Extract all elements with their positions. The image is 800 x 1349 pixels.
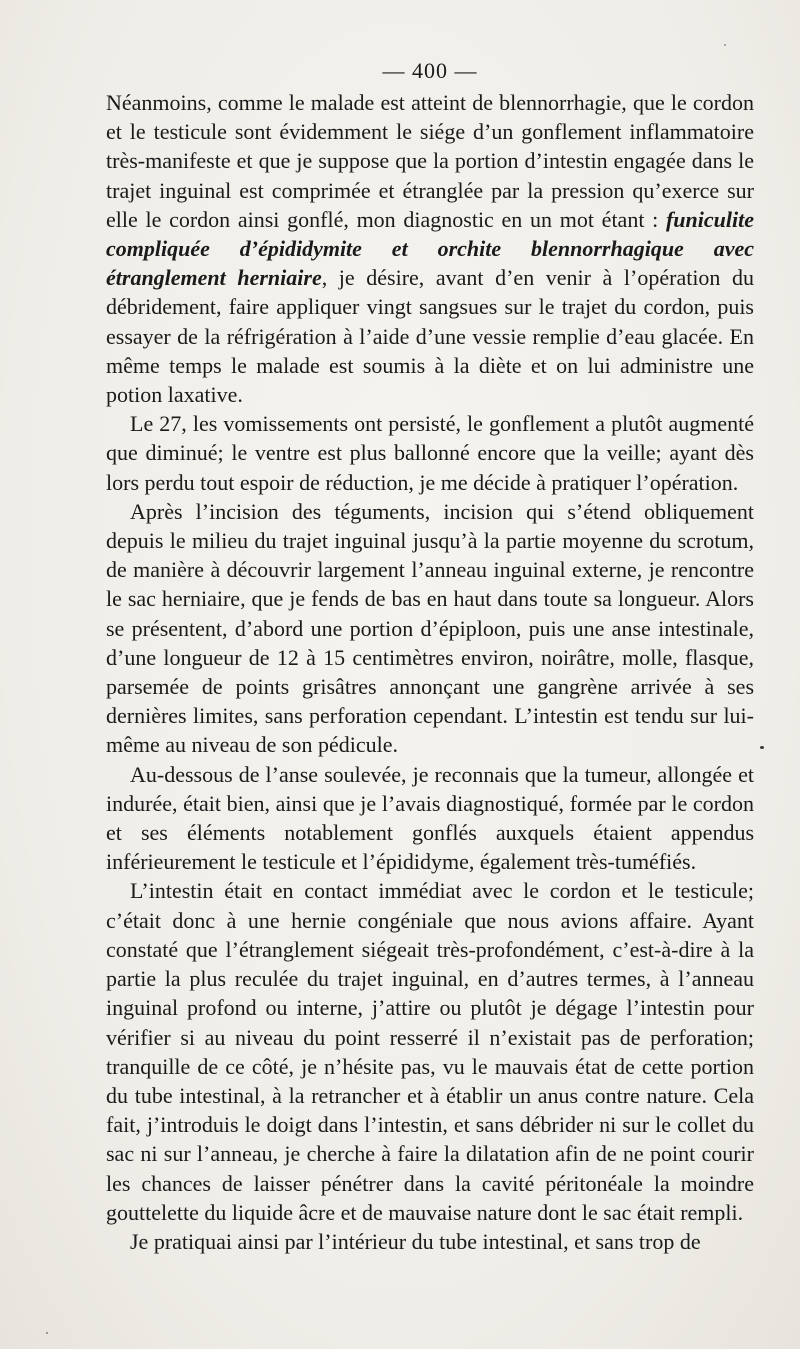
body-text [106, 88, 754, 1256]
diagnosis-emphasis: funiculite compliquée d’épididymite et orchite blennorrhagique avec étranglement herniaire [106, 206, 754, 291]
paragraph-1 [106, 88, 754, 409]
paragraph-6: Je pratiquai ainsi par l’intérieur du tube intestinal, et sans trop de [130, 1228, 701, 1254]
ink-speck [46, 1332, 48, 1334]
page-number: — 400 — [382, 58, 478, 83]
paragraph-1-part-b: , je désire, avant d’en venir à l’opération du débridement, faire appliquer vingt sangsues sur le trajet du cordon, puis essayer de la réfrigération à l’aide d’une vessie remplie d’eau glacée. En même temps le malade est soumis à la diète et on lui administre une potion laxative. [106, 265, 755, 408]
paragraph-1-part-a: Néanmoins, comme le malade est atteint de blennorrhagie, que le cordon et le testicule sont évidemment le siége d’un gonflement inflammatoire très-manifeste et que je suppose que la portion d’intestin engagée dans le trajet inguinal est comprimée et étranglée par la pression qu’exerce sur elle le cordon ainsi gonflé, mon diagnostic en un mot étant : [106, 90, 754, 232]
paragraph-3: Après l’incision des téguments, incision qui s’étend obliquement depuis le milieu du trajet inguinal jusqu’à la partie moyenne du scrotum, de manière à découvrir largement l’anneau inguinal externe, je rencontre le sac herniaire, que je fends de bas en haut dans toute sa longueur. Alors se présentent, d’abord une portion d’épiploon, puis une anse intestinale, d’une longueur de 12 à 15 centimètres environ, noirâtre, molle, flasque, parsemée de points grisâtres annonçant une gangrène arrivée à ses dernières limites, sans perforation cependant. L’intestin est tendu sur lui-même au niveau de son pédicule. [106, 498, 754, 758]
paragraph-2: Le 27, les vomissements ont persisté, le gonflement a plutôt augmenté que diminué; le ventre est plus ballonné encore que la veille; ayant dès lors perdu tout espoir de réduction, je me décide à pratiquer l’opération. [106, 411, 754, 495]
ink-speck [724, 44, 726, 46]
paragraph-5: L’intestin était en contact immédiat avec le cordon et le testicule; c’était donc à une hernie congéniale que nous avions affaire. Ayant constaté que l’étranglement siégeait très-profondément, c’est-à-dire à la partie la plus reculée du trajet inguinal, en d’autres termes, à l’anneau inguinal profond ou interne, j’attire ou plutôt je dégage l’intestin pour vérifier si au niveau du point resserré il n’existait pas de perforation; tranquille de ce côté, je n’hésite pas, vu le mauvais état de cette portion du tube intestinal, à la retrancher et à établir un anus contre nature. Cela fait, j’introduis le doigt dans l’intestin, et sans débrider ni sur le collet du sac ni sur l’anneau, je cherche à faire la dilatation afin de ne point courir les chances de laisser pénétrer dans la cavité péritonéale la moindre gouttelette du liquide âcre et de mauvaise nature dont le sac était rempli. [106, 878, 754, 1225]
paragraph-4: Au-dessous de l’anse soulevée, je reconnais que la tumeur, allongée et indurée, était bien, ainsi que je l’avais diagnostiqué, formée par le cordon et ses éléments notablement gonflés auxquels étaient appendus inférieurement le testicule et l’épididyme, également très-tuméfiés. [106, 761, 754, 875]
ink-speck [760, 746, 764, 749]
